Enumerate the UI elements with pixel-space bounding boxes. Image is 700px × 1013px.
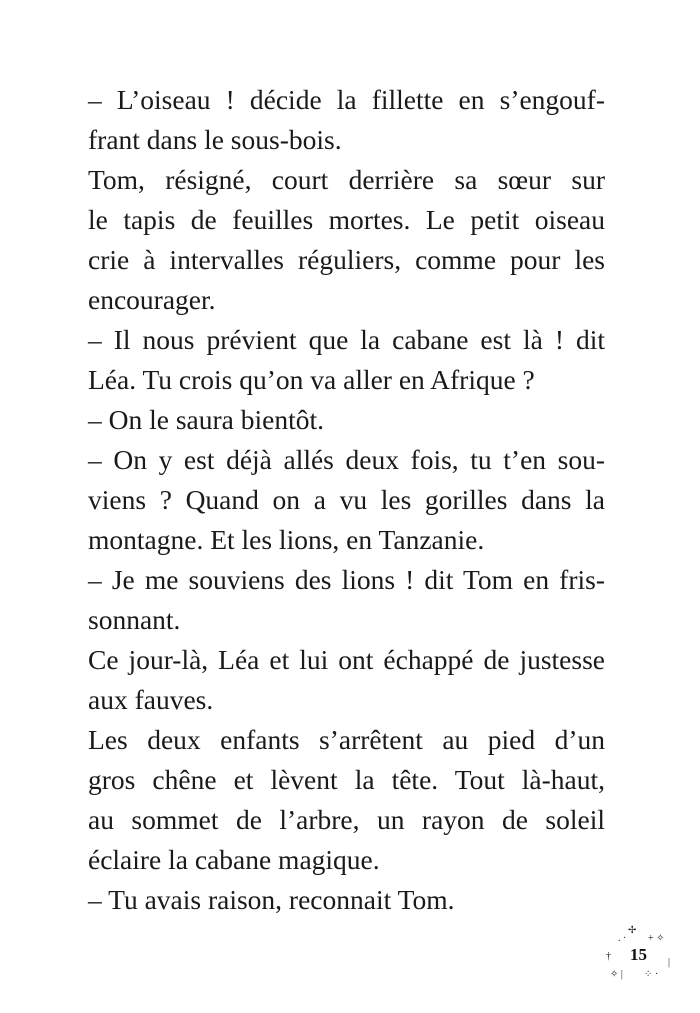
text-line: aux fauves. — [88, 684, 214, 715]
sparkle-icon: | — [668, 957, 671, 968]
sparkle-icon: † — [606, 951, 611, 962]
text-line: le tapis de feuilles mortes. Le petit oiseau — [88, 204, 605, 235]
text-line: viens ? Quand on a vu les gorilles dans la — [88, 484, 605, 515]
text-line: éclaire la cabane magique. — [88, 844, 380, 875]
text-line: encourager. — [88, 284, 216, 315]
sparkle-icon: . · — [618, 933, 627, 944]
sparkle-icon: ✧ | — [610, 969, 623, 980]
text-line: au sommet de l’arbre, un rayon de soleil — [88, 804, 605, 835]
sparkle-icon: ✢ — [628, 925, 637, 936]
sparkle-icon: ⁘ · — [644, 969, 659, 980]
page-number: 15 — [630, 945, 647, 964]
text-line: frant dans le sous-bois. — [88, 124, 342, 155]
text-line: Les deux enfants s’arrêtent au pied d’un — [88, 724, 605, 755]
page-number-ornament — [606, 925, 676, 985]
text-line: – On y est déjà allés deux fois, tu t’en sou- — [88, 444, 605, 475]
text-line: – Tu avais raison, reconnait Tom. — [88, 884, 455, 915]
text-line: Ce jour-là, Léa et lui ont échappé de justesse — [88, 644, 605, 675]
text-line: Tom, résigné, court derrière sa sœur sur — [88, 164, 605, 195]
text-line: – Il nous prévient que la cabane est là ! dit — [88, 324, 605, 355]
text-line: – On le saura bientôt. — [88, 404, 324, 435]
text-line: – Je me souviens des lions ! dit Tom en fris- — [88, 564, 605, 595]
page-body — [88, 80, 605, 920]
text-line: Léa. Tu crois qu’on va aller en Afrique ? — [88, 364, 535, 395]
text-line: – L’oiseau ! décide la fillette en s’engouf- — [88, 84, 605, 115]
sparkle-icon: + ✧ — [648, 933, 665, 944]
text-line: montagne. Et les lions, en Tanzanie. — [88, 524, 485, 555]
text-line: gros chêne et lèvent la tête. Tout là-haut, — [88, 764, 605, 795]
text-line: crie à intervalles réguliers, comme pour les — [88, 244, 605, 275]
text-line: sonnant. — [88, 604, 181, 635]
